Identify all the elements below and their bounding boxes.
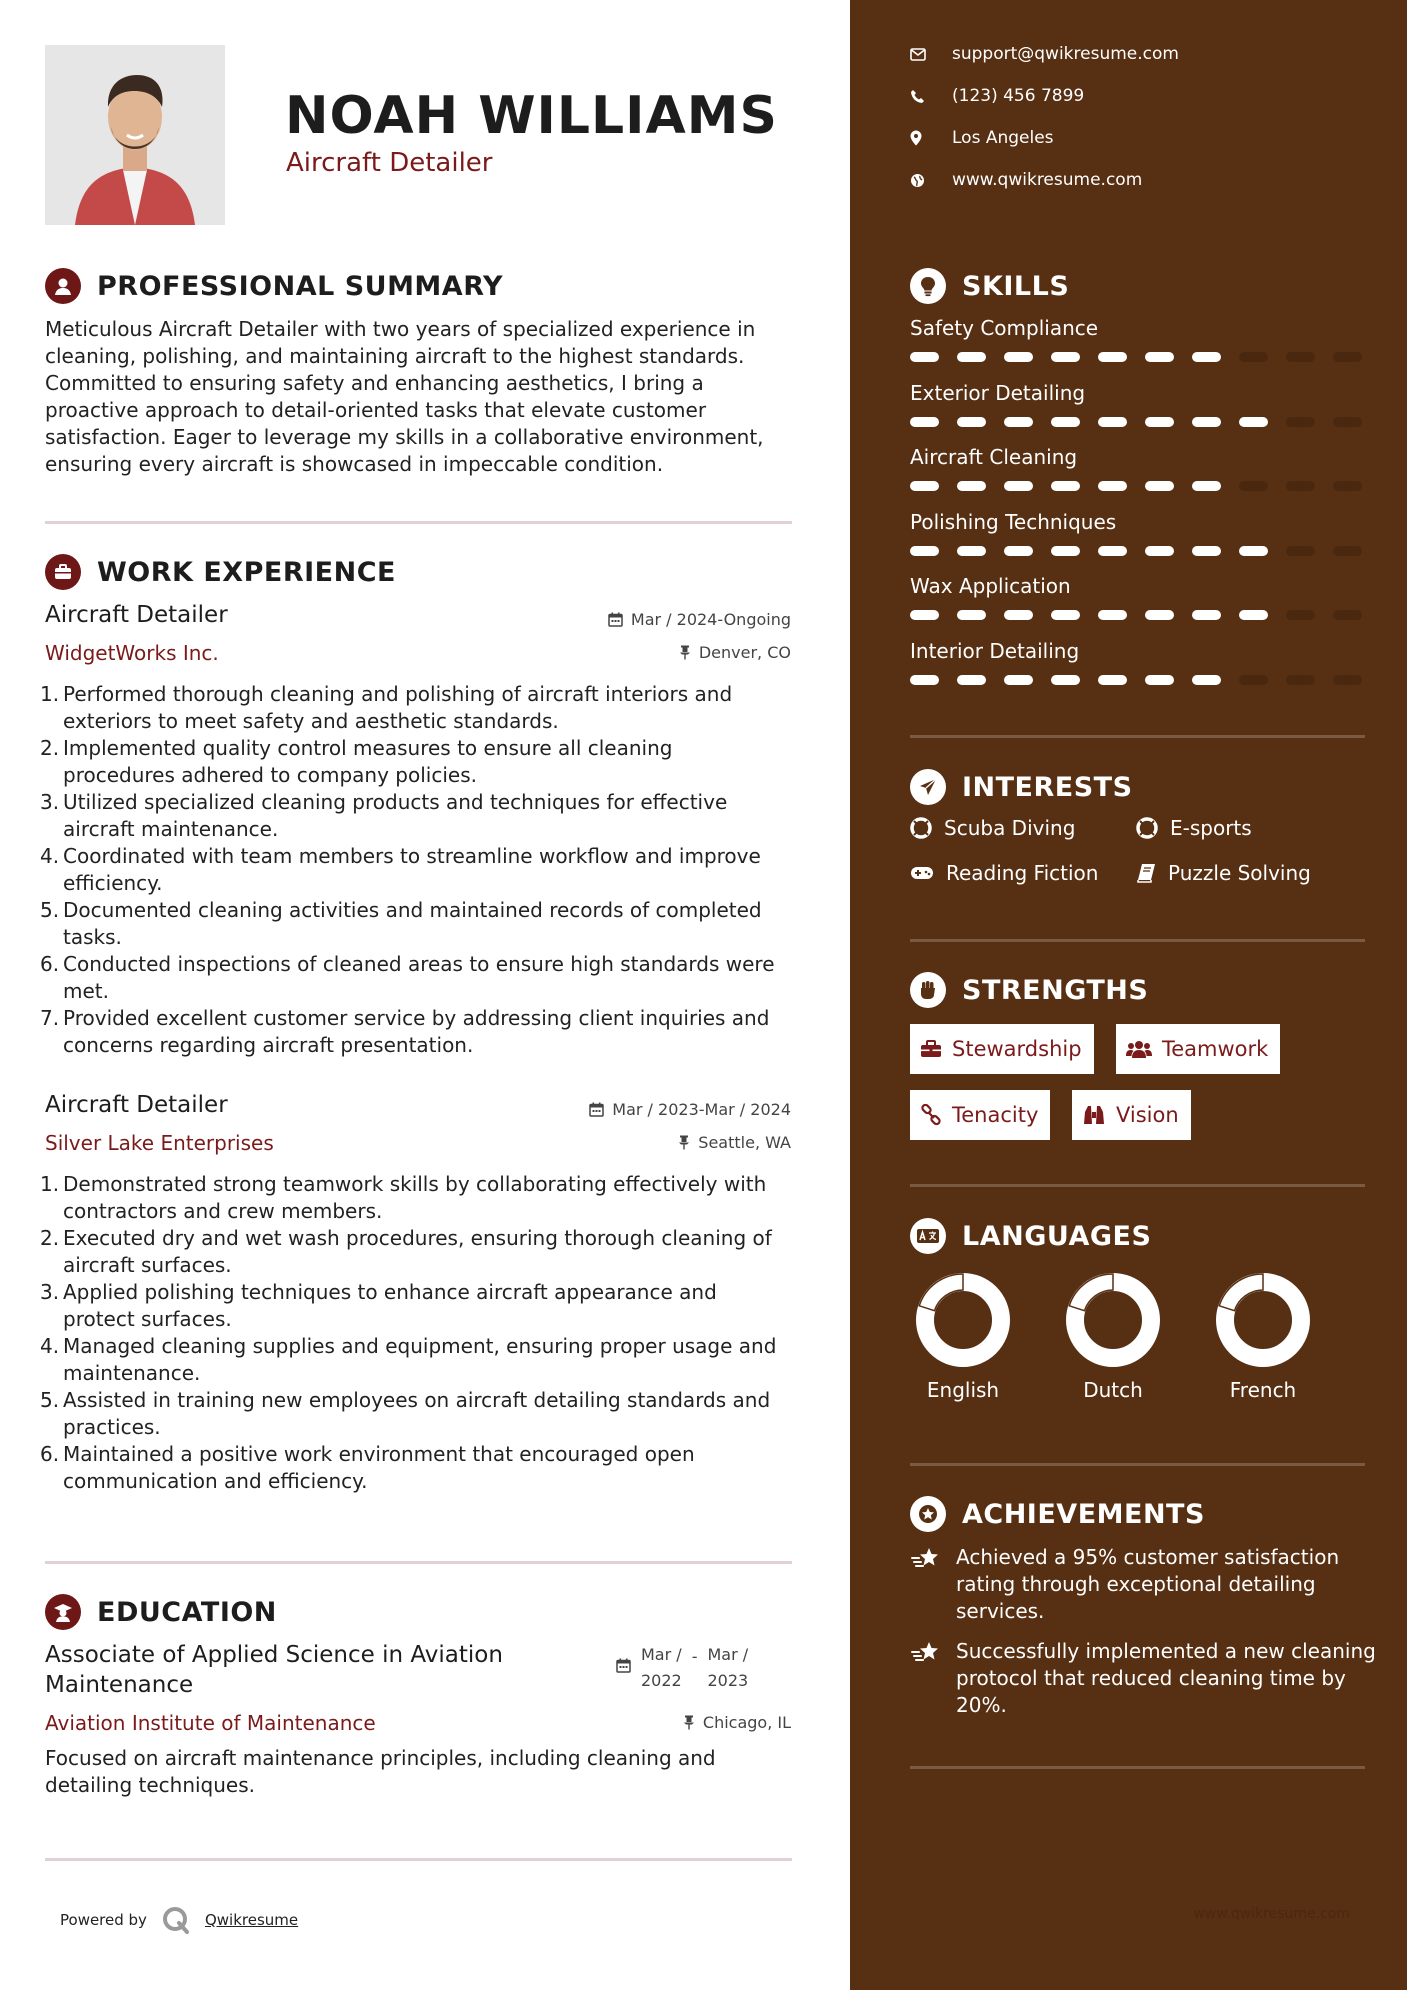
user-icon: [45, 268, 81, 304]
strength-tenacity: Tenacity: [910, 1090, 1050, 1140]
star-badge-icon: [910, 1496, 946, 1532]
list-number: 4.: [40, 844, 60, 868]
list-number: 5.: [40, 898, 60, 922]
skill-dash-empty: [1286, 481, 1315, 491]
skill-dash-filled: [1145, 675, 1174, 685]
skill-dash-filled: [957, 481, 986, 491]
skill-dash-filled: [910, 610, 939, 620]
skill-dash-filled: [910, 675, 939, 685]
job-1-company: WidgetWorks Inc.: [45, 641, 219, 665]
users-icon: [1126, 1039, 1152, 1059]
pin-icon: [683, 1715, 695, 1730]
skill-dash-filled: [1145, 610, 1174, 620]
skill-name: Aircraft Cleaning: [910, 445, 1078, 469]
skill-dash-empty: [1286, 675, 1315, 685]
responsibility-item: 5. Assisted in training new employees on aircraft detailing standards and practices.: [40, 1388, 771, 1439]
qwikresume-logo-icon: [161, 1905, 191, 1935]
skill-dash-filled: [1192, 417, 1221, 427]
list-number: 5.: [40, 1388, 60, 1412]
responsibility-item: 4. Managed cleaning supplies and equipment, ensuring proper usage and maintenance.: [40, 1334, 777, 1385]
skill-dash-filled: [957, 546, 986, 556]
skill-name: Interior Detailing: [910, 638, 1080, 663]
language-icon: [910, 1218, 946, 1254]
skill-level-bar: [910, 675, 1365, 685]
candidate-title: Aircraft Detailer: [286, 148, 493, 178]
summary-text: Meticulous Aircraft Detailer with two years of specialized experience in cleaning, polishing, and maintaining aircraft to the highest standards. Committed to ensuring safety and enhancing aesthetics, I bring a proactive approach to detail-oriented tasks that elevate customer satisfaction. Eager to leverage my skills in a collaborative environment, ensuring every aircraft is showcased in impeccable condition.: [45, 317, 764, 476]
language-french: French: [1208, 1270, 1318, 1402]
job-1-title: Aircraft Detailer: [45, 602, 228, 628]
calendar-icon: [608, 612, 623, 627]
language-ring: [1213, 1270, 1313, 1370]
skill-dash-filled: [957, 352, 986, 362]
education-description: Focused on aircraft maintenance principles, including cleaning and detailing techniques.: [45, 1746, 716, 1797]
skill-dash-filled: [1051, 675, 1080, 685]
skill-dash-filled: [1098, 352, 1127, 362]
skill-dash-empty: [1239, 481, 1268, 491]
skill-level-bar: [910, 352, 1365, 362]
interests-heading: INTERESTS: [910, 769, 1133, 805]
divider: [45, 521, 792, 524]
job-2-title: Aircraft Detailer: [45, 1092, 228, 1118]
contact-email: support@qwikresume.com: [910, 44, 1179, 64]
responsibility-item: 1. Demonstrated strong teamwork skills by collaborating effectively with contractors and crew members.: [40, 1172, 767, 1223]
powered-by: Powered by Qwikresume: [60, 1905, 298, 1935]
skill-dash-empty: [1333, 417, 1362, 427]
skill-dash-filled: [1192, 481, 1221, 491]
list-number: 2.: [40, 1226, 60, 1250]
skill-name: Polishing Techniques: [910, 509, 1117, 534]
skill-dash-filled: [957, 610, 986, 620]
skill-dash-empty: [1333, 352, 1362, 362]
shooting-star-icon: [910, 1546, 942, 1572]
responsibility-item: 5. Documented cleaning activities and maintained records of completed tasks.: [40, 898, 762, 949]
education-heading: EDUCATION: [45, 1594, 277, 1630]
interest-puzzle-solving: Puzzle Solving: [1136, 861, 1311, 885]
skill-dash-filled: [1145, 546, 1174, 556]
strength-vision: Vision: [1072, 1090, 1191, 1140]
envelope-icon: [910, 48, 926, 61]
skill-dash-filled: [1051, 352, 1080, 362]
interest-reading-fiction: Reading Fiction: [910, 861, 1098, 885]
list-number: 1.: [40, 682, 60, 706]
life-ring-icon: [910, 817, 932, 839]
language-ring-remaining: [1219, 1274, 1263, 1311]
language-english: English: [908, 1270, 1018, 1402]
skill-dash-filled: [1192, 610, 1221, 620]
shooting-star-icon: [910, 1640, 942, 1666]
achievements-heading: ACHIEVEMENTS: [910, 1496, 1205, 1532]
skill-dash-filled: [1098, 675, 1127, 685]
skill-dash-filled: [1004, 352, 1033, 362]
skill-dash-filled: [1145, 352, 1174, 362]
contact-website: www.qwikresume.com: [910, 170, 1142, 190]
experience-heading: WORK EXPERIENCE: [45, 554, 396, 590]
interest-scuba-diving: Scuba Diving: [910, 816, 1075, 840]
contact-phone: (123) 456 7899: [910, 86, 1084, 106]
language-ring: [1063, 1270, 1163, 1370]
skill-level-bar: [910, 546, 1365, 556]
pin-icon: [679, 645, 691, 660]
strength-stewardship: Stewardship: [910, 1024, 1094, 1074]
language-dutch: Dutch: [1058, 1270, 1168, 1402]
skill-dash-filled: [1098, 546, 1127, 556]
skills-heading: SKILLS: [910, 268, 1069, 304]
skill-name: Safety Compliance: [910, 316, 1099, 340]
summary-heading: PROFESSIONAL SUMMARY: [45, 268, 503, 304]
skill-dash-empty: [1239, 675, 1268, 685]
skill-dash-empty: [1286, 610, 1315, 620]
calendar-icon: [589, 1102, 604, 1117]
list-number: 7.: [40, 1006, 60, 1030]
skill-dash-filled: [1192, 546, 1221, 556]
achievement-item: Achieved a 95% customer satisfaction rating through exceptional detailing services.: [910, 1544, 1380, 1625]
divider: [45, 1858, 792, 1861]
skill-dash-filled: [910, 352, 939, 362]
responsibility-item: 2. Implemented quality control measures to ensure all cleaning procedures adhered to company policies.: [40, 736, 673, 787]
skill-dash-filled: [910, 546, 939, 556]
job-2-company: Silver Lake Enterprises: [45, 1131, 274, 1155]
skill-level-bar: [910, 610, 1365, 620]
skill-dash-filled: [1051, 610, 1080, 620]
language-ring: [913, 1270, 1013, 1370]
responsibility-item: 1. Performed thorough cleaning and polishing of aircraft interiors and exteriors to meet safety and aesthetic standards.: [40, 682, 733, 733]
responsibility-item: 3. Applied polishing techniques to enhance aircraft appearance and protect surfaces.: [40, 1280, 717, 1331]
skill-level-bar: [910, 417, 1365, 427]
toolbox-icon: [920, 1039, 942, 1059]
skill-dash-empty: [1333, 546, 1362, 556]
interest-e-sports: E-sports: [1136, 816, 1252, 840]
skill-dash-filled: [1004, 417, 1033, 427]
location-pin-icon: [910, 130, 922, 146]
skill-dash-filled: [1098, 417, 1127, 427]
skill-dash-filled: [1145, 417, 1174, 427]
qwikresume-link[interactable]: Qwikresume: [204, 1911, 299, 1929]
skill-dash-filled: [1239, 546, 1268, 556]
skill-dash-filled: [957, 675, 986, 685]
education-date: Mar / 2022 - Mar / 2023: [616, 1642, 748, 1694]
contact-location: Los Angeles: [910, 128, 1054, 148]
list-number: 1.: [40, 1172, 60, 1196]
skill-dash-filled: [1239, 610, 1268, 620]
list-number: 6.: [40, 1442, 60, 1466]
list-number: 3.: [40, 790, 60, 814]
job-2-date: Mar / 2023-Mar / 2024: [589, 1100, 791, 1119]
skill-dash-empty: [1333, 481, 1362, 491]
skill-dash-filled: [1051, 481, 1080, 491]
pin-icon: [678, 1135, 690, 1150]
list-number: 3.: [40, 1280, 60, 1304]
skill-dash-filled: [1051, 546, 1080, 556]
skill-dash-filled: [1239, 417, 1268, 427]
skill-dash-filled: [1004, 675, 1033, 685]
skill-dash-filled: [957, 417, 986, 427]
skill-dash-filled: [1098, 481, 1127, 491]
profile-photo: [45, 45, 225, 225]
list-number: 6.: [40, 952, 60, 976]
achievement-item: Successfully implemented a new cleaning protocol that reduced cleaning time by 20%.: [910, 1638, 1380, 1719]
strength-teamwork: Teamwork: [1116, 1024, 1280, 1074]
skill-dash-filled: [910, 481, 939, 491]
responsibility-item: 2. Executed dry and wet wash procedures, ensuring thorough cleaning of aircraft surfaces.: [40, 1226, 772, 1277]
language-ring-remaining: [1069, 1274, 1113, 1311]
language-ring-remaining: [919, 1274, 963, 1311]
skill-dash-empty: [1286, 417, 1315, 427]
responsibility-item: 6. Maintained a positive work environment that encouraged open communication and efficiency.: [40, 1442, 695, 1493]
skill-name: Wax Application: [910, 574, 1071, 598]
skill-dash-filled: [1004, 481, 1033, 491]
book-icon: [1136, 863, 1156, 883]
life-ring-icon: [1136, 817, 1158, 839]
skill-dash-filled: [1004, 610, 1033, 620]
responsibility-item: 6. Conducted inspections of cleaned areas to ensure high standards were met.: [40, 952, 775, 1003]
phone-icon: [910, 89, 925, 104]
skill-dash-filled: [1004, 546, 1033, 556]
divider: [910, 1463, 1365, 1466]
graduate-icon: [45, 1594, 81, 1630]
skill-dash-empty: [1286, 352, 1315, 362]
school-name: Aviation Institute of Maintenance: [45, 1711, 376, 1735]
divider: [910, 735, 1365, 738]
skill-dash-empty: [1286, 546, 1315, 556]
responsibility-item: 3. Utilized specialized cleaning products and techniques for effective aircraft maintenance.: [40, 790, 728, 841]
degree-title: Associate of Applied Science in Aviation Maintenance: [45, 1642, 503, 1698]
skill-dash-empty: [1239, 352, 1268, 362]
globe-icon: [910, 173, 925, 188]
skill-dash-filled: [1192, 675, 1221, 685]
education-location: Chicago, IL: [683, 1713, 791, 1732]
link-icon: [920, 1104, 942, 1126]
job-2-location: Seattle, WA: [678, 1133, 791, 1152]
job-1-responsibilities: [40, 681, 790, 1059]
paper-plane-icon: [910, 769, 946, 805]
skill-dash-filled: [1192, 352, 1221, 362]
responsibility-item: 4. Coordinated with team members to streamline workflow and improve efficiency.: [40, 844, 761, 895]
briefcase-icon: [45, 554, 81, 590]
job-1-date: Mar / 2024-Ongoing: [608, 610, 791, 629]
footer-site: www.qwikresume.com: [1193, 1906, 1350, 1922]
gamepad-icon: [910, 865, 934, 881]
candidate-name: NOAH WILLIAMS: [285, 86, 778, 146]
divider: [45, 1561, 792, 1564]
list-number: 4.: [40, 1334, 60, 1358]
divider: [910, 1184, 1365, 1187]
job-2-responsibilities: [40, 1171, 790, 1495]
fist-icon: [910, 972, 946, 1008]
skill-dash-filled: [1098, 610, 1127, 620]
skill-level-bar: [910, 481, 1365, 491]
strengths-heading: STRENGTHS: [910, 972, 1148, 1008]
divider: [910, 1766, 1365, 1769]
responsibility-item: 7. Provided excellent customer service by addressing client inquiries and concerns regarding aircraft presentation.: [40, 1006, 770, 1057]
job-1-location: Denver, CO: [679, 643, 791, 662]
skill-dash-filled: [1145, 481, 1174, 491]
languages-heading: LANGUAGES: [910, 1218, 1151, 1254]
lightbulb-icon: [910, 268, 946, 304]
divider: [910, 939, 1365, 942]
skill-dash-filled: [910, 417, 939, 427]
skill-dash-empty: [1333, 675, 1362, 685]
skill-dash-empty: [1333, 610, 1362, 620]
list-number: 2.: [40, 736, 60, 760]
binoculars-icon: [1082, 1104, 1106, 1126]
calendar-icon: [616, 1658, 631, 1673]
skill-dash-filled: [1051, 417, 1080, 427]
sidebar: [850, 0, 1407, 1990]
skill-name: Exterior Detailing: [910, 380, 1086, 405]
